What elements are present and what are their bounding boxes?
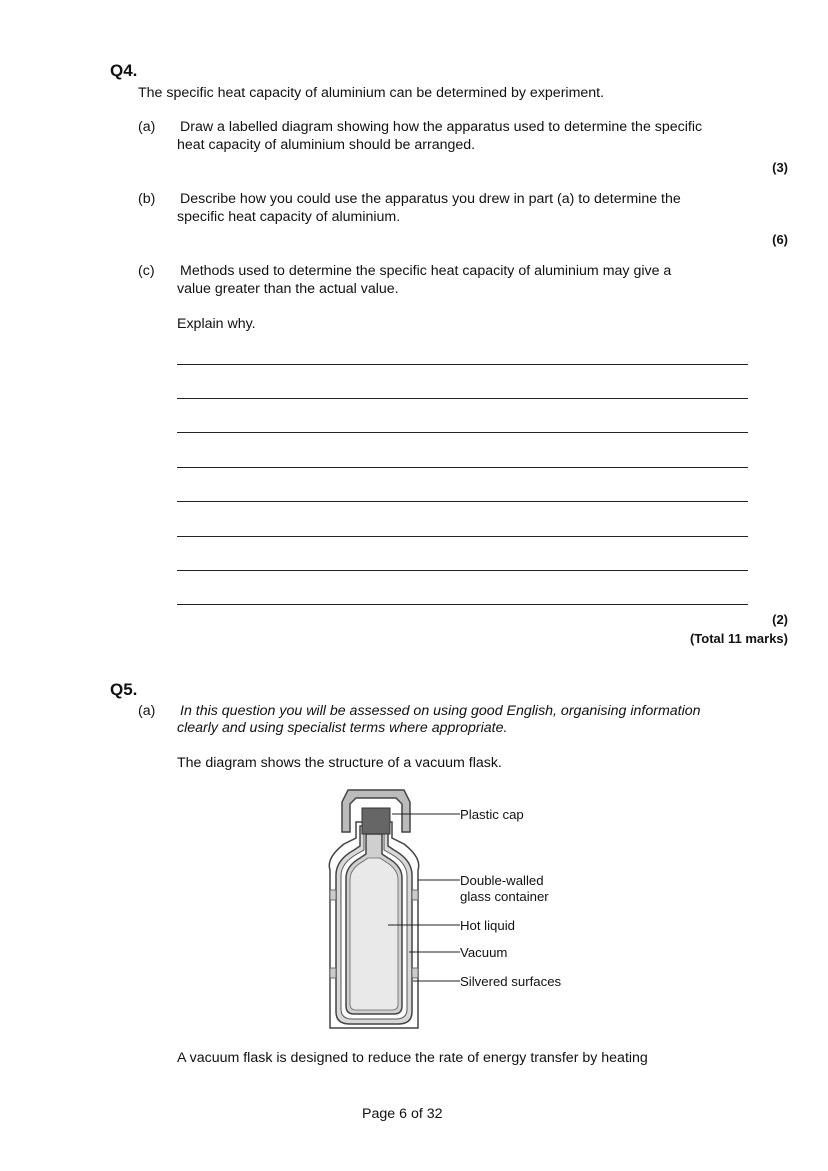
q4c-label: (c) (138, 263, 155, 279)
label-plastic-cap: Plastic cap (460, 807, 524, 822)
label-silvered-surfaces: Silvered surfaces (460, 974, 562, 989)
flask-hot-liquid (350, 858, 398, 1010)
q5a-text-line1: In this question you will be assessed on using good English, organising information (180, 703, 701, 719)
q5a-text-line2: clearly and using specialist terms where appropriate. (177, 720, 508, 736)
q4a-text-line1: Draw a labelled diagram showing how the apparatus used to determine the specific (180, 119, 703, 135)
flask-stopper (362, 808, 390, 834)
q4c-text-line1: Methods used to determine the specific heat capacity of aluminium may give a (180, 263, 672, 279)
q5a-diagram-intro: The diagram shows the structure of a vacuum flask. (177, 755, 502, 771)
page-footer (362, 1106, 443, 1123)
q4c-marks: (2) (772, 612, 788, 627)
q4b-label: (b) (138, 191, 156, 207)
q5a-statement: A vacuum flask is designed to reduce the rate of energy transfer by heating (177, 1050, 648, 1066)
answer-line[interactable] (177, 364, 748, 365)
q4-intro: The specific heat capacity of aluminium can be determined by experiment. (138, 85, 605, 101)
q4c-text-line2: value greater than the actual value. (177, 281, 399, 297)
q4-number: Q4. (110, 61, 138, 80)
q4a-label: (a) (138, 119, 156, 135)
q4b-text-line1: Describe how you could use the apparatus you drew in part (a) to determine the (180, 191, 681, 207)
q4b-text-line2: specific heat capacity of aluminium. (177, 209, 401, 225)
q4-total-marks: (Total 11 marks) (689, 631, 788, 646)
answer-line[interactable] (177, 432, 748, 433)
flask-support (412, 890, 418, 900)
answer-line[interactable] (177, 467, 748, 468)
flask-support (412, 968, 418, 978)
q4b-marks: (6) (772, 232, 788, 247)
page-number: 6 (399, 1106, 407, 1122)
q5-number: Q5. (110, 680, 138, 699)
q4c-prompt: Explain why. (177, 316, 256, 332)
answer-line[interactable] (177, 398, 748, 399)
vacuum-flask-diagram (300, 780, 600, 1035)
answer-line[interactable] (177, 604, 748, 605)
answer-line[interactable] (177, 501, 748, 502)
q4a-text-line2: heat capacity of aluminium should be arranged. (177, 137, 476, 153)
page-of: of (410, 1106, 423, 1122)
q5a-label: (a) (138, 703, 156, 719)
flask-support (330, 968, 336, 978)
answer-line[interactable] (177, 536, 748, 537)
label-vacuum: Vacuum (460, 945, 508, 960)
label-glass-container: glass container (460, 889, 549, 904)
answer-line[interactable] (177, 570, 748, 571)
q4a-marks: (3) (772, 160, 788, 175)
page-prefix: Page (362, 1106, 396, 1122)
page-total: 32 (426, 1106, 443, 1122)
label-double-walled: Double-walled (460, 873, 544, 888)
label-hot-liquid: Hot liquid (460, 918, 515, 933)
flask-support (330, 890, 336, 900)
